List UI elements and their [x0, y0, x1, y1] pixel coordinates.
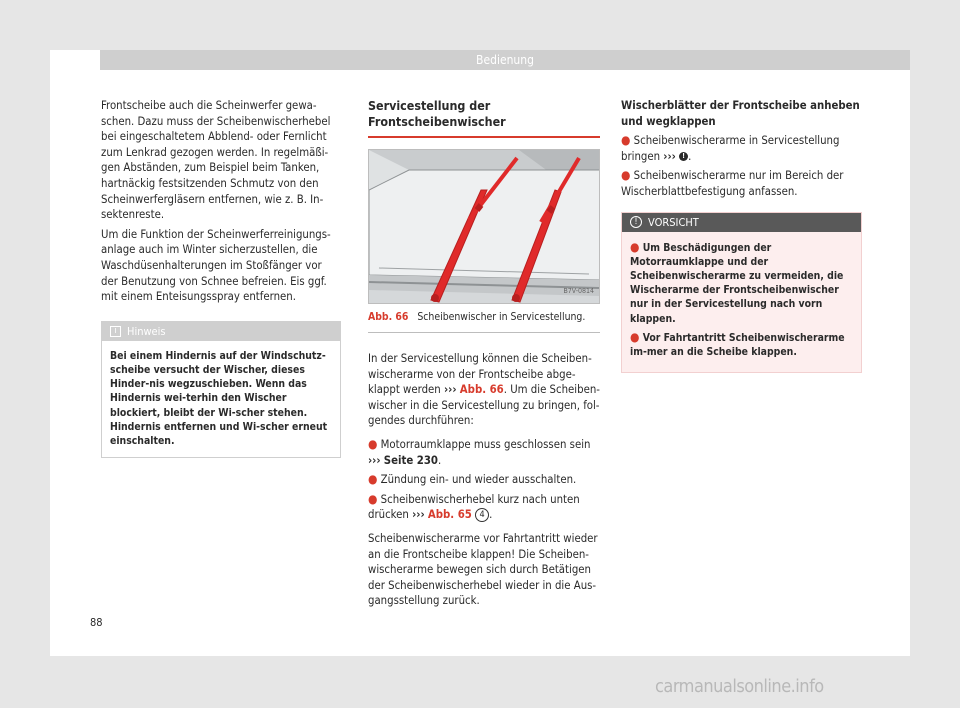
caption-text: Scheibenwischer in Servicestellung. — [417, 311, 586, 323]
hint-text: Bei einem Hindernis auf der Windschutz-scheibe versucht der Wischer, dieses Hinder-nis wegzuschieben. Wenn das Hindernis wei-terhin den Wischer blockiert, bleibt der Wi-scher stehen. Hindernis entfernen und Wi-scher erneut einschalten. — [110, 349, 328, 447]
warning-box — [621, 212, 862, 374]
list-item: ● Scheibenwischerarme nur im Bereich der Wischerblattbefestigung anfassen. — [621, 168, 844, 198]
hint-box-header — [102, 322, 340, 341]
manual-page — [50, 50, 910, 656]
page-number: 88 — [90, 616, 103, 629]
paragraph: Scheibenwischerarme vor Fahrtantritt wieder an die Frontscheibe klappen! Die Scheiben-wischerarme bewegen sich durch Betätigen der Scheibenwischerhebel wieder in die Aus-gangsstellung zurück. — [368, 531, 598, 608]
warning-ref-icon: ! — [679, 152, 688, 161]
warning-item: ● Um Beschädigungen der Motorraumklappe und der Scheibenwischerarme zu vermeiden, die Wischerarme der Frontscheibenwischer nur in der Servicestellung nach vorn klappen. — [630, 239, 844, 325]
figure-code: B7V-0814 — [563, 287, 594, 296]
column-right — [621, 98, 862, 373]
figure-link[interactable]: Abb. 65 — [427, 508, 472, 522]
watermark: carmanualsonline.info — [655, 676, 824, 697]
list-item: ● Scheibenwischerarme in Servicestellung bringen ››› ! . — [621, 133, 840, 163]
list-item: ● Scheibenwischerhebel kurz nach unten drücken ››› Abb. 65 4 . — [368, 491, 580, 522]
warning-box-header — [622, 213, 861, 232]
section-header: Bedienung — [100, 50, 910, 70]
figure-link[interactable]: Abb. 66 — [459, 383, 504, 397]
paragraph: Um die Funktion der Scheinwerferreinigungs-anlage auch im Winter sicherzustellen, die Waschdüsenhalterungen im Stoßfänger vor der Benutzung von Schnee befreien. Eis ggf. mit einem Enteisungsspray entfernen. — [101, 227, 331, 304]
column-middle — [368, 98, 600, 613]
callout-number: 4 — [475, 508, 489, 522]
info-icon: i — [110, 326, 121, 337]
warning-title: VORSICHT — [648, 215, 699, 229]
section-heading: Servicestellung der Frontscheibenwischer — [368, 98, 600, 138]
hint-box — [101, 321, 341, 458]
column-left — [101, 98, 341, 458]
caption-ref: Abb. 66 — [368, 311, 409, 323]
arrow: ››› — [444, 383, 457, 397]
subheading: Wischerblätter der Frontscheibe anheben und wegklappen — [621, 99, 860, 128]
paragraph: Frontscheibe auch die Scheinwerfer gewa-schen. Dazu muss der Scheibenwischerhebel bei eingeschaltetem Abblend- oder Fernlicht zum Lenkrad gezogen werden. In regelmäßi-gen Abständen, zum Beispiel beim Tanken, hartnäckig festsitzenden Schmutz von den Scheinwerfergläsern entfernen, wie z. B. In-sektenreste. — [101, 99, 331, 222]
warning-item: ● Vor Fahrtantritt Scheibenwischerarme im-mer an die Scheibe klappen. — [630, 329, 845, 358]
warning-body — [622, 232, 861, 373]
paragraph: In der Servicestellung können die Scheiben-wischerarme von der Frontscheibe abge-klappt werden ››› Abb. 66. Um die Scheiben-wischer in die Servicestellung zu bringen, fol-gendes durchführen: — [368, 352, 600, 428]
wiper-figure — [368, 149, 600, 304]
list-item: ● Motorraumklappe muss geschlossen sein ››› Seite 230. — [368, 436, 591, 467]
hint-title: Hinweis — [127, 324, 166, 338]
page-link[interactable]: Seite 230 — [383, 453, 438, 467]
wiper-illustration — [369, 150, 600, 304]
caution-icon: ! — [630, 216, 642, 228]
figure-caption — [368, 304, 600, 333]
list-item: ● Zündung ein- und wieder ausschalten. — [368, 472, 577, 487]
